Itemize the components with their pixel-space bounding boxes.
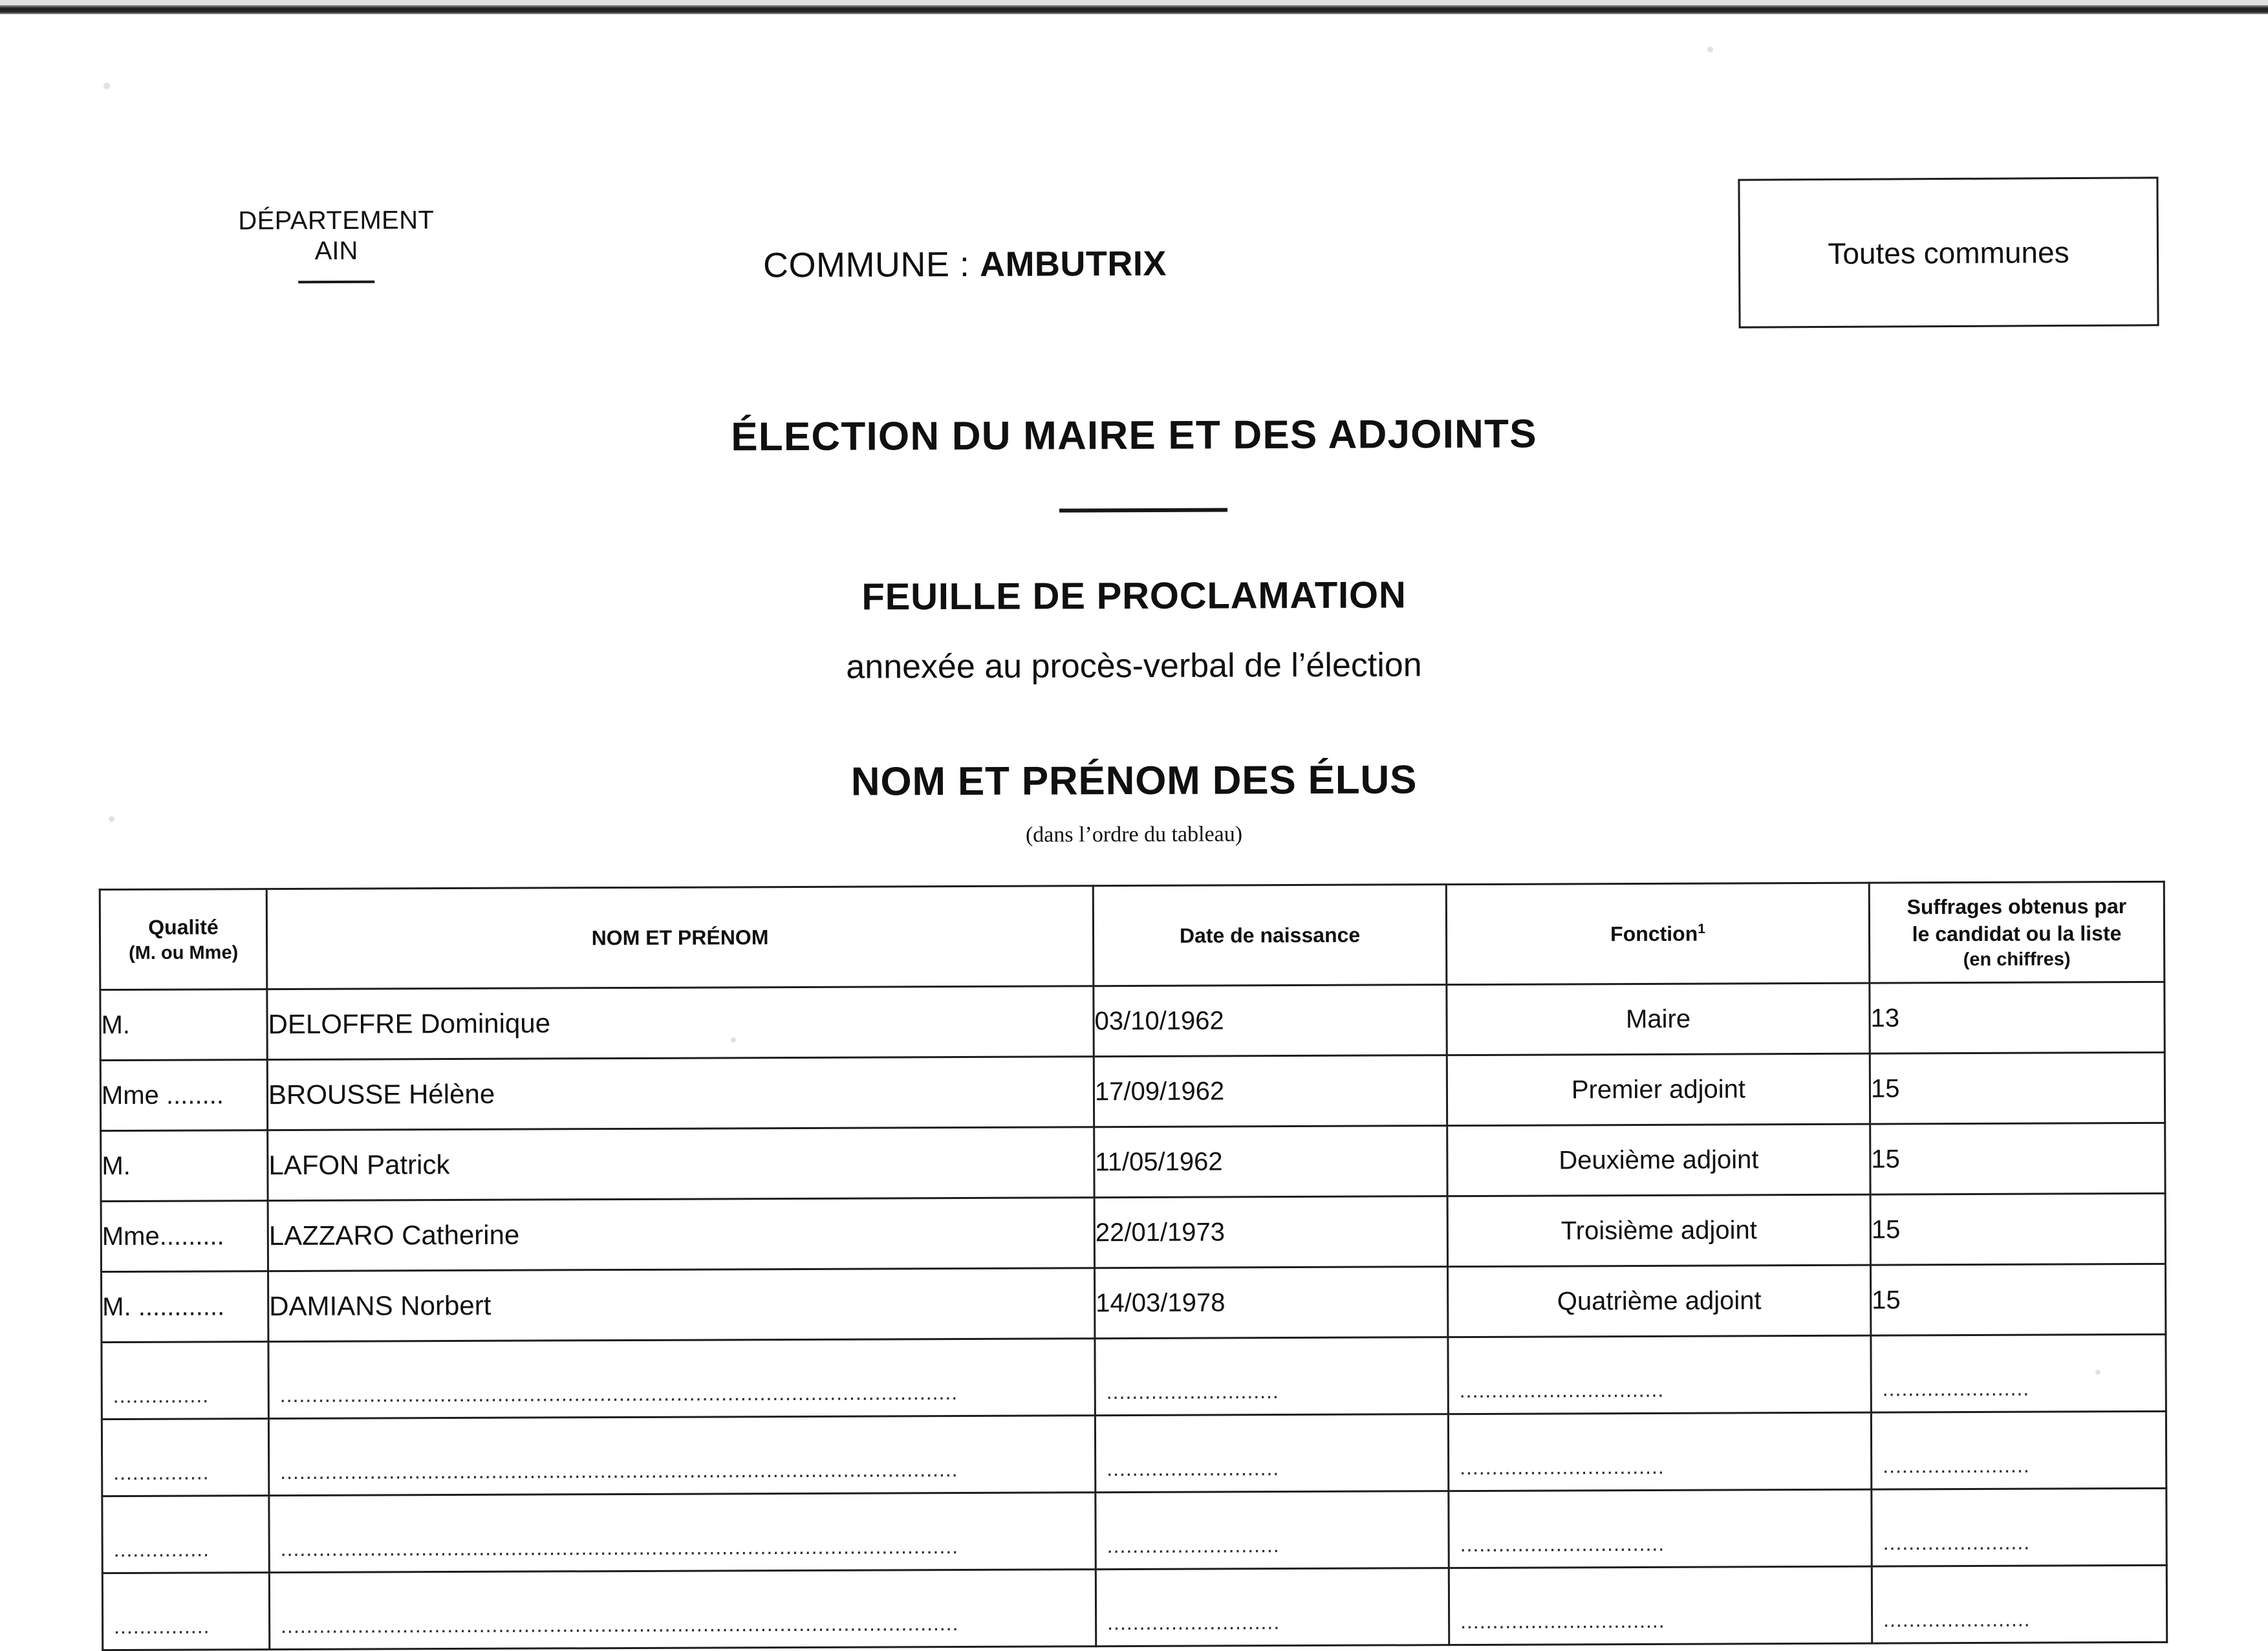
cell-qualite: M. bbox=[100, 989, 267, 1061]
cell-date-blank bbox=[1096, 1568, 1449, 1646]
cell-date-blank bbox=[1095, 1337, 1448, 1416]
cell-nom: LAFON Patrick bbox=[268, 1127, 1094, 1201]
column-header-fonction-label: Fonction bbox=[1610, 922, 1698, 946]
cell-fonction-blank bbox=[1448, 1412, 1871, 1491]
column-header-qualite bbox=[100, 889, 267, 990]
cell-date: 17/09/1962 bbox=[1094, 1055, 1447, 1127]
table-row-blank bbox=[102, 1411, 2166, 1496]
column-header-suffrages-line2: le candidat ou la liste bbox=[1912, 921, 2122, 946]
table-row-blank bbox=[102, 1334, 2166, 1419]
department-rule bbox=[298, 281, 374, 284]
department-block bbox=[194, 205, 479, 284]
dotted-leader: ....................... bbox=[1882, 1376, 2030, 1401]
dotted-leader: ............... bbox=[113, 1460, 210, 1485]
footnote-marker: 1 bbox=[1698, 921, 1705, 936]
department-name: AIN bbox=[314, 237, 358, 266]
column-header-suffrages-line1: Suffrages obtenus par bbox=[1906, 894, 2127, 919]
cell-suffrages: 15 bbox=[1870, 1123, 2165, 1194]
cell-suffrages: 15 bbox=[1871, 1264, 2166, 1335]
cell-fonction: Deuxième adjoint bbox=[1447, 1124, 1870, 1196]
table-row bbox=[102, 1264, 2166, 1342]
cell-nom-blank bbox=[269, 1570, 1096, 1650]
cell-nom-blank bbox=[269, 1493, 1096, 1573]
cell-fonction: Premier adjoint bbox=[1447, 1053, 1870, 1126]
cell-suffrages-blank bbox=[1872, 1488, 2166, 1566]
commune-line bbox=[763, 244, 1167, 286]
cell-date: 14/03/1978 bbox=[1095, 1267, 1448, 1339]
cell-date: 22/01/1973 bbox=[1094, 1196, 1447, 1268]
cell-date: 11/05/1962 bbox=[1094, 1126, 1447, 1198]
scan-speck bbox=[1707, 47, 1713, 52]
document-subtitle: annexée au procès-verbal de l’élection bbox=[846, 646, 1422, 686]
table-header-row bbox=[100, 881, 2165, 989]
column-header-fonction bbox=[1446, 883, 1870, 985]
cell-date: 03/10/1962 bbox=[1094, 985, 1447, 1057]
column-header-suffrages-line3: (en chiffres) bbox=[1963, 949, 2071, 971]
page-title: ÉLECTION DU MAIRE ET DES ADJOINTS bbox=[731, 411, 1537, 460]
dotted-leader: ........................... bbox=[1107, 1533, 1280, 1558]
cell-fonction: Troisième adjoint bbox=[1447, 1194, 1870, 1267]
cell-suffrages: 13 bbox=[1870, 982, 2165, 1053]
department-label: DÉPARTEMENT bbox=[238, 206, 435, 235]
scope-box bbox=[1738, 177, 2159, 328]
commune-name: AMBUTRIX bbox=[979, 244, 1167, 284]
cell-nom-blank bbox=[268, 1339, 1095, 1419]
cell-nom-blank bbox=[268, 1416, 1095, 1496]
elected-officials-table bbox=[99, 881, 2168, 1651]
dotted-leader: ........................... bbox=[1106, 1379, 1279, 1404]
cell-nom: BROUSSE Hélène bbox=[267, 1057, 1094, 1130]
section-title: NOM ET PRÉNOM DES ÉLUS bbox=[850, 757, 1418, 804]
cell-suffrages-blank bbox=[1871, 1411, 2166, 1489]
dotted-leader: ........................... bbox=[1107, 1456, 1280, 1481]
cell-qualite-blank bbox=[102, 1419, 268, 1496]
table-row bbox=[101, 1123, 2165, 1201]
dotted-leader: ........................... bbox=[1107, 1610, 1280, 1635]
dotted-leader: ....................... bbox=[1883, 1607, 2031, 1632]
cell-qualite: M. bbox=[101, 1130, 268, 1202]
cell-fonction: Quatrième adjoint bbox=[1448, 1265, 1871, 1337]
dotted-leader: ................................ bbox=[1460, 1454, 1665, 1480]
table-row bbox=[100, 982, 2165, 1060]
cell-qualite: Mme ........ bbox=[100, 1060, 267, 1131]
column-header-date: Date de naissance bbox=[1093, 885, 1447, 986]
table-row bbox=[100, 1052, 2165, 1130]
table-row-blank bbox=[102, 1488, 2166, 1573]
dotted-leader: .......................................................................................................... bbox=[281, 1612, 959, 1638]
dotted-leader: ............... bbox=[114, 1614, 210, 1639]
title-divider bbox=[1059, 508, 1227, 513]
cell-qualite-blank bbox=[102, 1496, 269, 1573]
cell-suffrages-blank bbox=[1872, 1565, 2166, 1643]
cell-date-blank bbox=[1096, 1491, 1449, 1570]
scope-box-label: Toutes communes bbox=[1828, 235, 2069, 270]
cell-nom: LAZZARO Catherine bbox=[268, 1198, 1094, 1271]
scan-speck bbox=[103, 83, 110, 89]
cell-suffrages: 15 bbox=[1870, 1052, 2165, 1124]
cell-fonction-blank bbox=[1448, 1335, 1871, 1414]
scan-edge-top bbox=[0, 5, 2268, 14]
cell-fonction: Maire bbox=[1447, 983, 1870, 1055]
dotted-leader: ................................ bbox=[1460, 1608, 1665, 1634]
dotted-leader: .......................................................................................................... bbox=[280, 1535, 959, 1561]
dotted-leader: .......................................................................................................... bbox=[279, 1381, 958, 1407]
table-body bbox=[100, 982, 2167, 1650]
column-header-nom: NOM ET PRÉNOM bbox=[266, 886, 1094, 989]
dotted-leader: ............... bbox=[113, 1383, 210, 1408]
cell-qualite: M. ............ bbox=[102, 1271, 268, 1343]
scan-edge-highlight bbox=[0, 0, 2268, 5]
cell-qualite: Mme......... bbox=[101, 1201, 268, 1272]
cell-suffrages-blank bbox=[1871, 1334, 2166, 1412]
dotted-leader: ....................... bbox=[1883, 1530, 2031, 1555]
cell-nom: DAMIANS Norbert bbox=[268, 1268, 1095, 1342]
cell-suffrages: 15 bbox=[1870, 1193, 2165, 1265]
elected-officials-table-wrap bbox=[99, 881, 2166, 1651]
commune-label: COMMUNE : bbox=[762, 244, 980, 285]
column-header-qualite-line1: Qualité bbox=[148, 915, 219, 939]
dotted-leader: ....................... bbox=[1883, 1453, 2030, 1478]
dotted-leader: ............... bbox=[113, 1537, 210, 1562]
document-type-title: FEUILLE DE PROCLAMATION bbox=[861, 574, 1407, 618]
cell-nom: DELOFFRE Dominique bbox=[267, 986, 1094, 1060]
cell-qualite-blank bbox=[102, 1342, 268, 1419]
cell-fonction-blank bbox=[1449, 1489, 1872, 1568]
section-note: (dans l’ordre du tableau) bbox=[1025, 822, 1243, 847]
cell-qualite-blank bbox=[102, 1573, 269, 1650]
cell-date-blank bbox=[1095, 1414, 1448, 1493]
dotted-leader: ................................ bbox=[1459, 1377, 1665, 1403]
column-header-qualite-line2: (M. ou Mme) bbox=[128, 942, 239, 964]
table-row bbox=[101, 1193, 2165, 1271]
column-header-suffrages bbox=[1869, 881, 2165, 983]
dotted-leader: .......................................................................................................... bbox=[280, 1458, 958, 1484]
scan-speck bbox=[109, 816, 114, 822]
table-row-blank bbox=[102, 1565, 2166, 1650]
dotted-leader: ................................ bbox=[1460, 1531, 1665, 1557]
cell-fonction-blank bbox=[1449, 1566, 1872, 1645]
